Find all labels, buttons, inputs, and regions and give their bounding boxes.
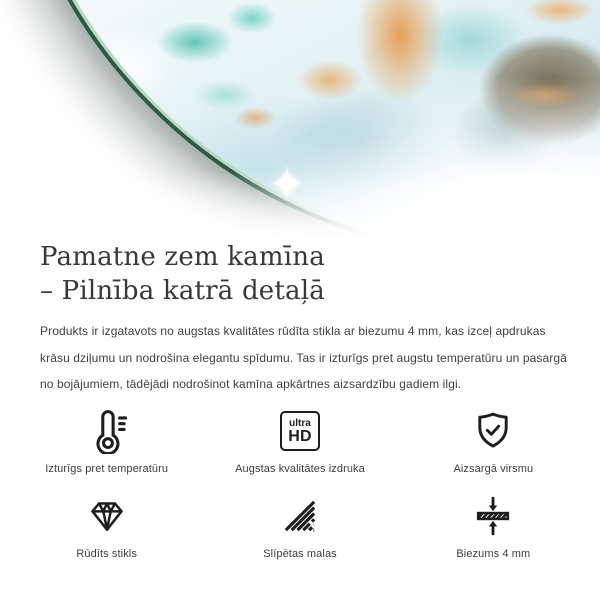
product-description: [40, 318, 568, 398]
page-title: [40, 240, 560, 308]
thermometer-icon: [84, 408, 130, 454]
feature-label: Augstas kvalitātes izdruka: [235, 462, 365, 475]
feature-polished-edges: [203, 493, 396, 560]
feature-label: Slīpētas malas: [263, 547, 337, 560]
ultra-hd-icon: [280, 408, 320, 454]
feature-thickness: [397, 493, 590, 560]
feature-tempered-glass: [10, 493, 203, 560]
product-image: [0, 0, 600, 238]
ultra-hd-box: [280, 411, 320, 451]
description-line: Produkts ir izgatavots no augstas kvalitātes rūdīta stikla ar biezumu 4 mm, kas izceļ apdrukas: [40, 324, 546, 338]
feature-label: Aizsargā virsmu: [453, 462, 534, 475]
page-title-line1: Pamatne zem kamīna: [40, 242, 325, 272]
feature-print-quality: [203, 408, 396, 475]
thickness-icon: [472, 493, 514, 539]
feature-surface-protection: [397, 408, 590, 475]
sparkle-highlight: [268, 164, 306, 202]
ultra-hd-text-top: ultra: [289, 417, 311, 429]
ultra-hd-text-bottom: HD: [288, 427, 312, 445]
feature-label: Biezums 4 mm: [456, 547, 531, 560]
beveled-edges-icon: [280, 493, 320, 539]
shield-check-icon: [471, 408, 515, 454]
description-line: no bojājumiem, tādējādi nodrošinot kamīna apkārtnes aizsardzību gadiem ilgi.: [40, 377, 462, 391]
diamond-icon: [87, 493, 127, 539]
feature-label: Izturīgs pret temperatūru: [45, 462, 169, 475]
description-line: krāsu dziļumu un nodrošina elegantu spīdumu. Tas ir izturīgs pret augstu temperatūru un pasargā: [40, 350, 567, 365]
feature-grid: [10, 408, 590, 560]
page-title-line2: – Pilnība katrā detaļā: [40, 276, 325, 306]
feature-temperature: [10, 408, 203, 475]
feature-label: Rūdīts stikls: [76, 547, 137, 560]
